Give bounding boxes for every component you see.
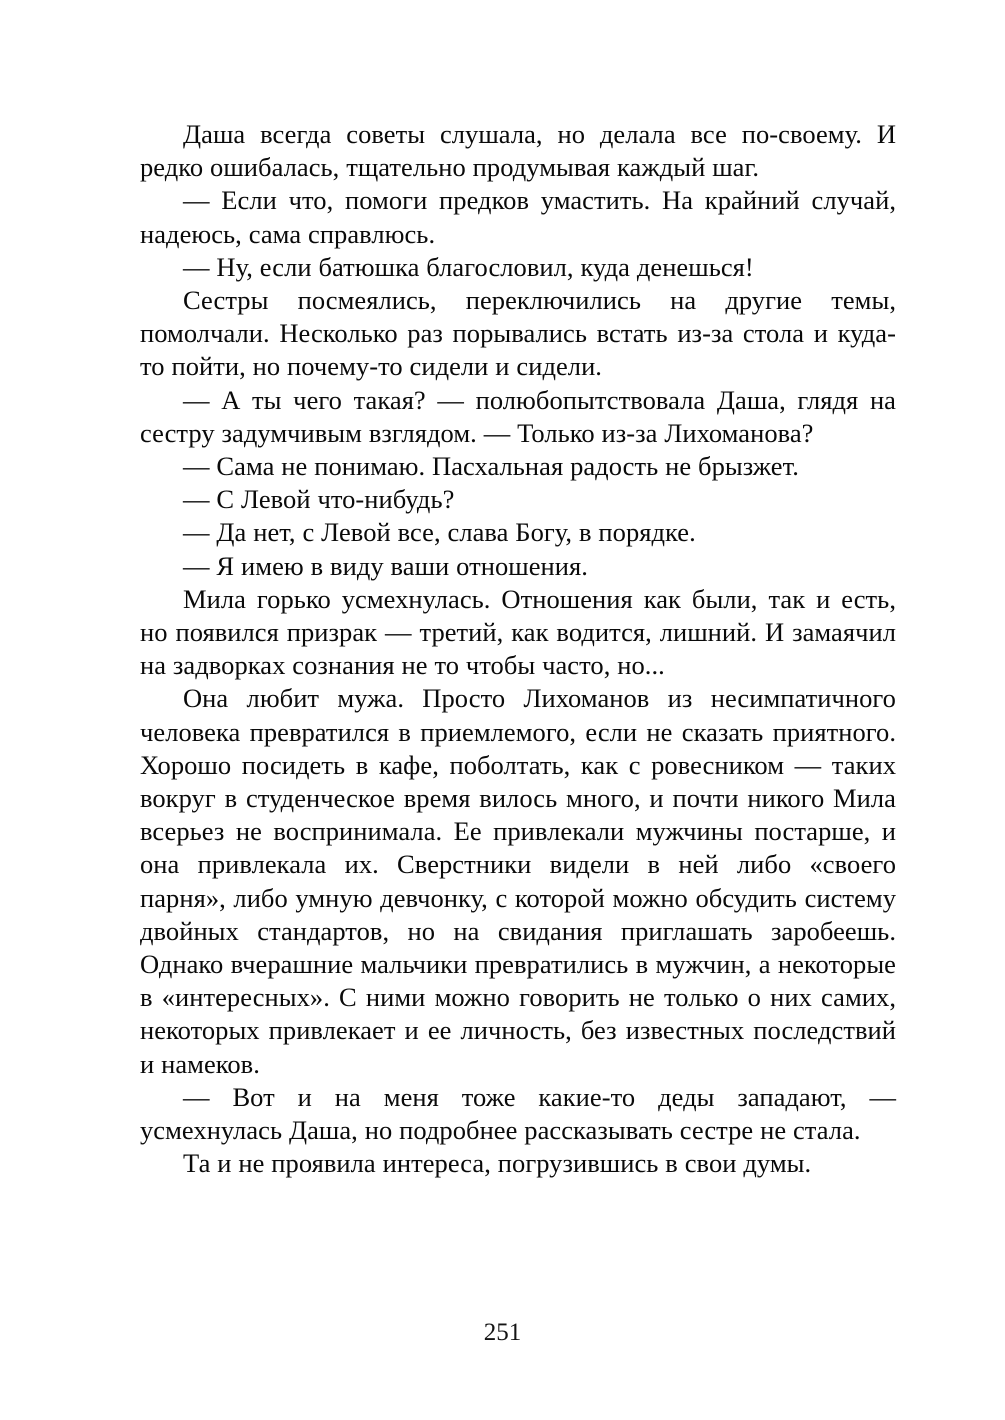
paragraph: Сестры посмеялись, переключились на другие темы, помолчали. Несколько раз порывались встать из-за стола и куда-то пойти, но почему-то сидели и сидели. <box>140 285 896 382</box>
page-number: 251 <box>483 1319 522 1346</box>
paragraph: — Ну, если батюшка благословил, куда денешься! <box>183 251 754 282</box>
paragraph: Даша всегда советы слушала, но делала все по-своему. И редко ошибалась, тщательно продумывая каждый шаг. <box>140 119 896 183</box>
page-text-block <box>140 118 896 1181</box>
paragraph: — Да нет, с Левой все, слава Богу, в порядке. <box>183 517 696 548</box>
paragraph: — Если что, помоги предков умастить. На крайний случай, надеюсь, сама справлюсь. <box>140 185 896 249</box>
paragraph: Мила горько усмехнулась. Отношения как были, так и есть, но появился призрак — третий, как водится, лишний. И замаячил на задворках сознания не то чтобы часто, но... <box>140 583 896 681</box>
paragraph: — С Левой что-нибудь? <box>183 484 455 515</box>
paragraph: — Сама не понимаю. Пасхальная радость не брызжет. <box>183 451 799 482</box>
paragraph: — Вот и на меня тоже какие-то деды западают, — усмехнулась Даша, но подробнее рассказывать сестре не стала. <box>140 1081 896 1146</box>
paragraph: Та и не проявила интереса, погрузившись в свои думы. <box>183 1148 812 1179</box>
paragraph: Она любит мужа. Просто Лихоманов из несимпатичного человека превратился в приемлемого, если не сказать приятного. Хорошо посидеть в кафе, поболтать, как с ровесником — таких вокруг в студенческое время вилось много, и почти никого Мила всерьез не воспринимала. Ее привлекали мужчины постарше, и она привлекала их. Сверстники видели в ней либо «своего парня», либо умную девчонку, с которой можно обсудить систему двойных стандартов, но на свидания приглашать заробеешь. Однако вчерашние мальчики превратились в мужчин, а некоторые в «интересных». С ними можно говорить не только о них самих, некоторых привлекает и ее личность, без известных последствий и намеков. <box>140 683 896 1079</box>
paragraph: — А ты чего такая? — полюбопытствовала Даша, глядя на сестру задумчивым взглядом. — Только из-за Лихоманова? <box>140 384 896 448</box>
paragraph: — Я имею в виду ваши отношения. <box>183 550 588 581</box>
